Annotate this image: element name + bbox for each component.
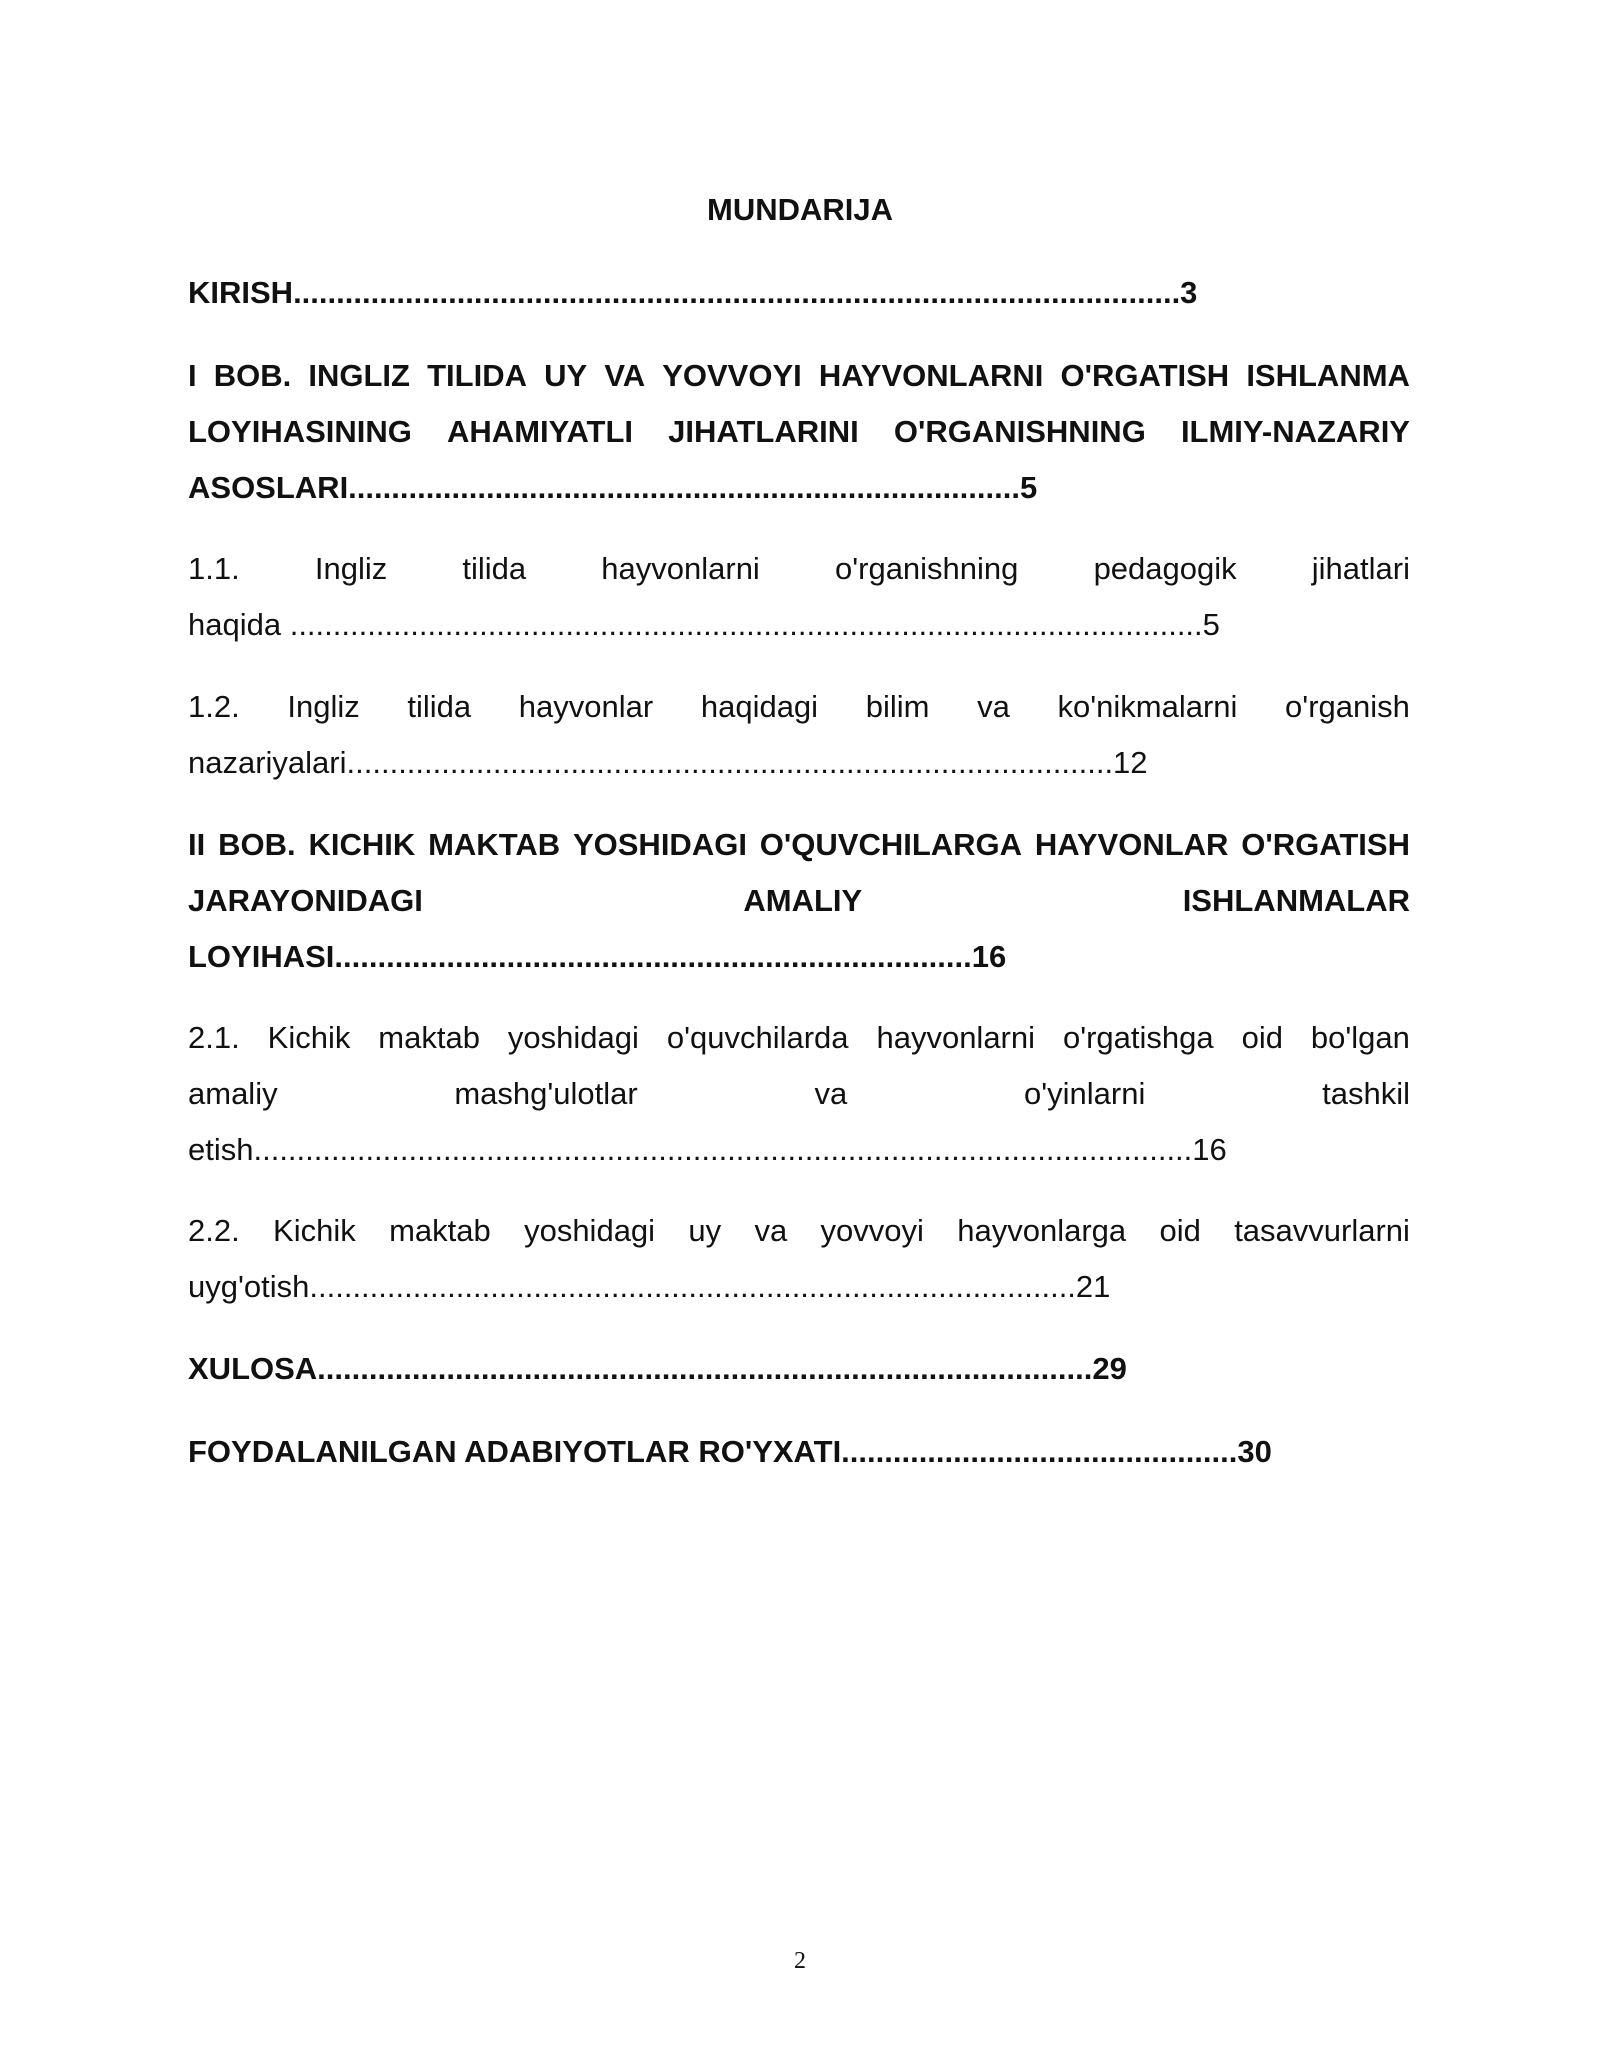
toc-word: hayvonlarga [957,1213,1127,1248]
toc-word: UY [544,358,588,393]
toc-word: Kichik [273,1213,356,1248]
toc-word: I [188,358,197,393]
toc-word: hayvonlar [518,689,654,724]
toc-word: oid [1241,1020,1283,1055]
toc-word: o'rgatishga [1062,1020,1214,1055]
toc-word: bilim [865,689,930,724]
toc-word: oid [1159,1213,1201,1248]
toc-section-1-1-line-2: haqida ..........................................................................................................5 [188,607,1220,642]
toc-word: ISHLANMA [1246,358,1410,393]
toc-entry-kirish [188,265,1410,321]
toc-entry-chapter-2 [188,817,1410,985]
toc-section-1-1-line-1 [188,541,1410,597]
toc-word: YOVVOYI [662,358,802,393]
toc-word: HAYVONLARNI [818,358,1044,393]
toc-section-2-1-line-3: etish.............................................................................................................16 [188,1132,1227,1167]
toc-word: yoshidagi [524,1213,656,1248]
toc-word: ISHLANMALAR [1182,883,1410,918]
toc-word: BOB. [218,827,296,862]
toc-entry-section-2-1 [188,1010,1410,1178]
toc-word: tilida [407,689,472,724]
toc-word: hayvonlarni [876,1020,1036,1055]
toc-chapter-2-line-3: LOYIHASI..........................................................................16 [188,939,1007,974]
toc-word: KICHIK [308,827,416,862]
page-title: MUNDARIJA [707,192,893,227]
toc-word: Ingliz [314,551,388,586]
toc-xulosa-text: XULOSA..........................................................................................29 [188,1351,1127,1386]
toc-word: JARAYONIDAGI [188,883,423,918]
toc-word: O'QUVCHILARGA [759,827,1023,862]
toc-word: BOB. [213,358,292,393]
toc-entry-section-2-2 [188,1203,1410,1315]
toc-section-2-1-line-1 [188,1010,1410,1066]
toc-word: MAKTAB [428,827,561,862]
toc-word: yovvoyi [820,1213,924,1248]
toc-word: 1.1. [188,551,240,586]
toc-entry-chapter-1 [188,348,1410,516]
toc-word: pedagogik [1093,551,1237,586]
page-number: 2 [794,1948,806,1974]
toc-chapter-2-line-1 [188,817,1410,873]
toc-word: haqidagi [700,689,819,724]
toc-word: o'rganish [1285,689,1410,724]
toc-word: yoshidagi [507,1020,639,1055]
toc-chapter-1-line-3: ASOSLARI..............................................................................5 [188,470,1038,505]
toc-word: maktab [378,1020,480,1055]
toc-word: AHAMIYATLI [447,414,634,449]
toc-entry-xulosa [188,1341,1410,1397]
toc-word: 1.2. [188,689,240,724]
toc-word: o'rganishning [834,551,1019,586]
toc-word: jihatlari [1311,551,1410,586]
toc-word: va [754,1213,788,1248]
toc-word: uy [688,1213,722,1248]
toc-word: tashkil [1322,1076,1410,1111]
toc-entry-section-1-2 [188,679,1410,791]
toc-word: VA [604,358,646,393]
toc-word: O'RGATISH [1060,358,1230,393]
toc-word: o'yinlarni [1024,1076,1146,1111]
toc-adabiyotlar-text: FOYDALANILGAN ADABIYOTLAR RO'YXATI..............................................30 [188,1434,1272,1469]
toc-word: tasavvurlarni [1234,1213,1410,1248]
toc-word: O'RGATISH [1241,827,1410,862]
toc-word: mashg'ulotlar [454,1076,638,1111]
toc-word: O'RGANISHNING [893,414,1146,449]
toc-word: LOYIHASINING [188,414,412,449]
toc-entry-section-1-1 [188,541,1410,653]
toc-word: hayvonlarni [601,551,760,586]
toc-word: 2.2. [188,1213,240,1248]
toc-word: ILMIY-NAZARIY [1180,414,1410,449]
toc-section-1-2-line-1 [188,679,1410,735]
toc-entry-adabiyotlar [188,1424,1410,1480]
toc-word: va [977,689,1010,724]
toc-word: YOSHIDAGI [572,827,747,862]
toc-chapter-1-line-1 [188,348,1410,404]
toc-section-2-2-line-2: uyg'otish.........................................................................................21 [188,1269,1111,1304]
toc-word: TILIDA [427,358,527,393]
toc-section-2-1-line-2 [188,1066,1410,1122]
toc-word: bo'lgan [1310,1020,1410,1055]
toc-word: va [814,1076,848,1111]
toc-chapter-1-line-2 [188,404,1410,460]
toc-word: amaliy [188,1076,278,1111]
toc-section-2-2-line-1 [188,1203,1410,1259]
toc-word: HAYVONLAR [1034,827,1229,862]
toc-word: maktab [389,1213,491,1248]
toc-kirish-text: KIRISH.......................................................................................................3 [188,275,1198,310]
toc-word: AMALIY [743,883,863,918]
toc-word: II [188,827,206,862]
toc-word: o'quvchilarda [666,1020,849,1055]
toc-word: Ingliz [287,689,360,724]
toc-word: 2.1. [188,1020,240,1055]
toc-word: ko'nikmalarni [1057,689,1238,724]
toc-word: Kichik [267,1020,351,1055]
toc-word: JIHATLARINI [668,414,859,449]
toc-section-1-2-line-2: nazariyalari.........................................................................................12 [188,745,1148,780]
toc-chapter-2-line-2 [188,873,1410,929]
toc-word: tilida [462,551,527,586]
toc-word: INGLIZ [308,358,410,393]
